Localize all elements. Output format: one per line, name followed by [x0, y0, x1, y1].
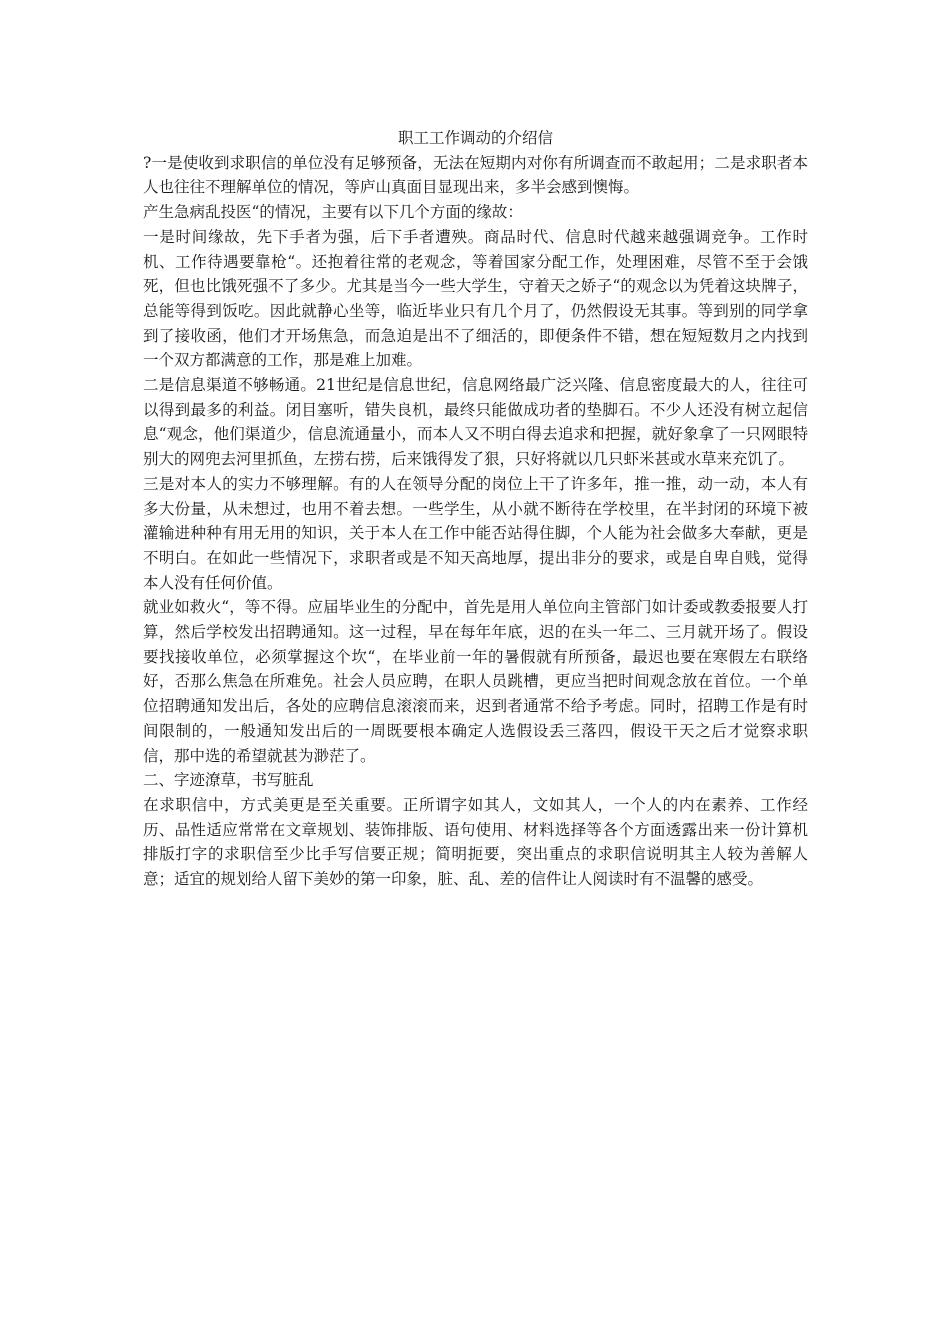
document-body: [143, 126, 808, 892]
paragraph-2: 产生急病乱投医“的情况，主要有以下几个方面的缘故：: [143, 203, 523, 222]
paragraph-1: ?一是使收到求职信的单位没有足够预备，无法在短期内对你有所调查而不敢起用；二是求职者本人也往往不理解单位的情况，等庐山真面目显现出来，多半会感到懊悔。: [143, 153, 808, 197]
paragraph-3: 一是时间缘故，先下手者为强，后下手者遭殃。商品时代、信息时代越来越强调竞争。工作时机、工作待遇要靠枪“。还抱着往常的老观念，等着国家分配工作，处理困难，尽管不至于会饿死，但也比饿死强不了多少。尤其是当今一些大学生，守着天之娇子“的观念以为凭着这块牌子，总能等得到饭吃。因此就静心坐等，临近毕业只有几个月了，仍然假设无其事。等到别的同学拿到了接收函，他们才开场焦急，而急迫是出不了细活的，即便条件不错，想在短短数月之内找到一个双方都满意的工作，那是难上加难。: [143, 227, 808, 370]
paragraph-8: 在求职信中，方式美更是至关重要。正所谓字如其人，文如其人，一个人的内在素养、工作经历、品性适应常常在文章规划、装饰排版、语句使用、材料选择等各个方面透露出来一份计算机排版打字的求职信至少比手写信要正规；简明扼要，突出重点的求职信说明其主人较为善解人意；适宜的规划给人留下美妙的第一印象，脏、乱、差的信件让人阅读时有不温馨的感受。: [143, 795, 808, 889]
document-title: 职工工作调动的介绍信: [397, 129, 553, 147]
paragraph-6: 就业如救火“，等不得。应届毕业生的分配中，首先是用人单位向主管部门如计委或教委报要人打算，然后学校发出招聘通知。这一过程，早在每年年底，迟的在头一年二、三月就开场了。假设要找接收单位，必须掌握这个坎“，在毕业前一年的暑假就有所预备，最迟也要在寒假左右联络好，否那么焦急在所难免。社会人员应聘，在职人员跳槽，更应当把时间观念放在首位。一个单位招聘通知发出后，各处的应聘信息滚滚而来，迟到者通常不给予考虑。同时，招聘工作是有时间限制的，一般通知发出后的一周既要根本确定人选假设丢三落四，假设干天之后才觉察求职信，那中选的希望就甚为渺茫了。: [143, 598, 808, 765]
paragraph-5: 三是对本人的实力不够理解。有的人在领导分配的岗位上干了许多年，推一推，动一动，本人有多大份量，从未想过，也用不着去想。一些学生，从小就不断待在学校里，在半封闭的环境下被灌输进种种有用无用的知识，关于本人在工作中能否站得住脚，个人能为社会做多大奉献，更是不明白。在如此一些情况下，求职者或是不知天高地厚，提出非分的要求，或是自卑自贱，觉得本人没有任何价值。: [143, 474, 808, 592]
section-heading: 二、字迹潦草，书写脏乱: [143, 771, 314, 790]
paragraph-4: 二是信息渠道不够畅通。21世纪是信息世纪，信息网络最广泛兴隆、信息密度最大的人，往往可以得到最多的利益。闭目塞听，错失良机，最终只能做成功者的垫脚石。不少人还没有树立起信息“观念，他们渠道少，信息流通量小，而本人又不明白得去追求和把握，就好象拿了一只网眼特别大的网兜去河里抓鱼，左捞右捞，后来饿得发了狠，只好将就以几只虾米甚或水草来充饥了。: [143, 376, 808, 469]
